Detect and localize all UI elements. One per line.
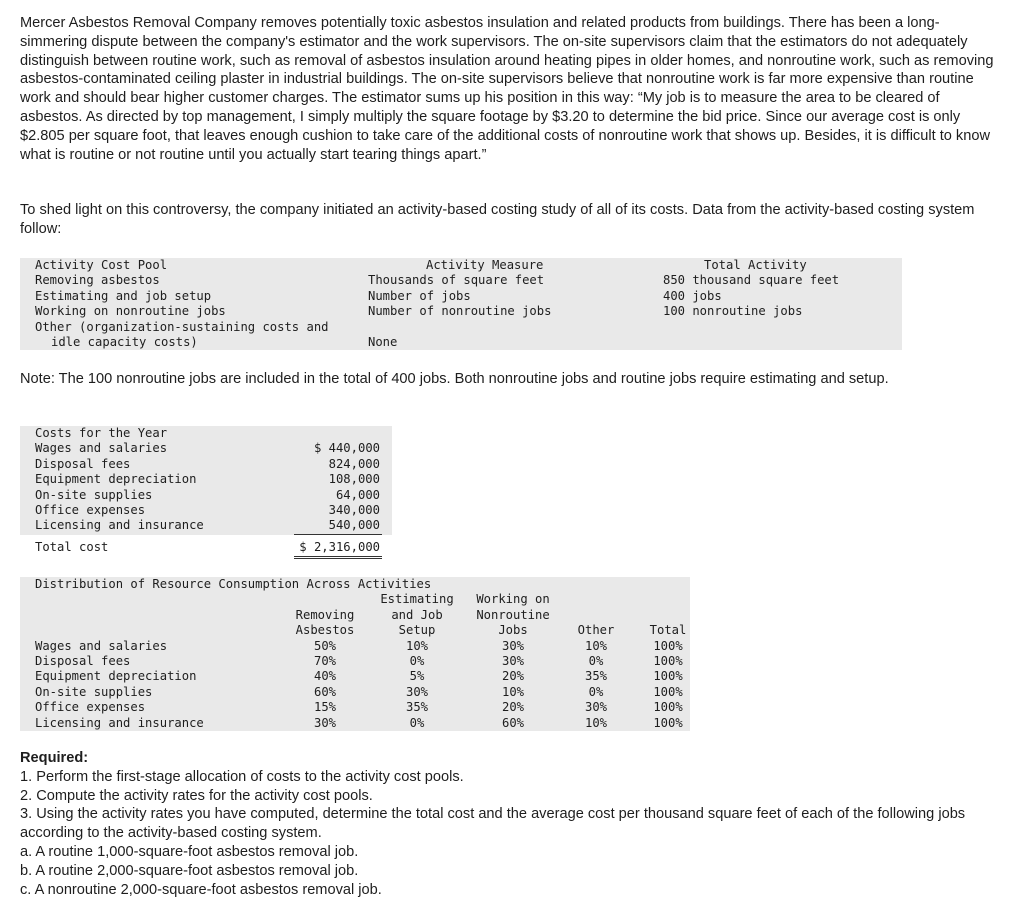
activity-measure-none: None [368,334,398,349]
dist-value: 30% [501,638,524,653]
cost-amount: 108,000 [328,472,380,487]
distribution-row [20,639,690,654]
cost-amount: 824,000 [328,456,380,471]
dist-value: 60% [313,684,336,699]
dist-col-header: Removing [295,607,355,622]
activity-measure: Number of nonroutine jobs [368,304,552,319]
dist-col-header: and Job [391,607,443,622]
dist-col-header: Nonroutine [476,607,550,622]
activity-col-pool: Activity Cost Pool [35,258,168,272]
distribution-title: Distribution of Resource Consumption Across Activities [35,577,432,591]
activity-pool: Working on nonroutine jobs [35,304,226,319]
required-section [20,749,1005,899]
activity-measure: Number of jobs [368,288,471,303]
activity-total: 850 thousand square feet [663,273,840,288]
cost-amount: 64,000 [335,487,380,502]
dist-row-label: On-site supplies [35,684,153,699]
dist-value: 60% [501,715,524,730]
dist-value: 70% [313,653,336,668]
dist-value: 0% [409,653,425,668]
cost-row [20,488,392,503]
note-paragraph [20,370,1005,389]
cost-amount: $ 440,000 [313,441,380,456]
note-text: Note: The 100 nonroutine jobs are included in the total of 400 jobs. Both nonroutine jobs and routine jobs require estimating and setup. [20,371,889,387]
activity-row [20,273,902,288]
dist-value: 100% [653,653,683,668]
distribution-row [20,700,690,715]
distribution-row [20,685,690,700]
dist-value: 0% [588,684,604,699]
costs-table [20,426,392,555]
dist-value: 10% [584,715,607,730]
cost-total-amount: $ 2,316,000 [299,540,380,555]
dist-col-header: Working on [476,592,550,607]
dist-col-header: Asbestos [295,623,355,638]
dist-value: 30% [405,684,428,699]
required-item: c. A nonroutine 2,000-square-foot asbestos removal job. [20,881,382,898]
costs-table-header [20,426,392,441]
cost-row [20,441,392,456]
dist-row-label: Disposal fees [35,653,131,668]
cost-amount: 340,000 [328,502,380,517]
study-text: To shed light on this controversy, the company initiated an activity-based costing study of all of its costs. Data from the activity-based costing system follow: [20,202,975,237]
dist-value: 35% [405,700,428,715]
cost-label: Office expenses [35,502,146,517]
cost-row [20,518,392,535]
dist-value: 10% [501,684,524,699]
activity-table [20,258,902,350]
dist-value: 100% [653,638,683,653]
required-title: Required: [20,750,89,766]
activity-pool-other-line2: idle capacity costs) [51,334,198,349]
distribution-row [20,669,690,684]
dist-value: 40% [313,669,336,684]
cost-total-double-underline [294,558,382,559]
dist-value: 10% [405,638,428,653]
cost-label: Disposal fees [35,456,131,471]
dist-row-label: Equipment depreciation [35,669,197,684]
activity-pool-other-line1: Other (organization-sustaining costs and [35,319,329,334]
dist-value: 10% [584,638,607,653]
activity-col-measure: Activity Measure [426,258,544,272]
dist-value: 30% [584,700,607,715]
dist-value: 0% [409,715,425,730]
cost-label: Equipment depreciation [35,472,197,487]
cost-row [20,503,392,518]
cost-total-row [20,535,392,555]
required-item: b. A routine 2,000-square-foot asbestos removal job. [20,862,359,879]
dist-value: 15% [313,700,336,715]
dist-row-label: Wages and salaries [35,638,168,653]
costs-header: Costs for the Year [35,426,168,440]
distribution-title-row [20,577,690,592]
distribution-header-row-1 [20,592,690,607]
dist-value: 20% [501,669,524,684]
dist-value: 100% [653,715,683,730]
activity-total: 400 jobs [663,288,722,303]
cost-row [20,472,392,487]
activity-row-other [20,320,902,351]
dist-value: 100% [653,669,683,684]
dist-value: 0% [588,653,604,668]
activity-pool: Removing asbestos [35,273,160,288]
activity-row [20,289,902,304]
dist-value: 20% [501,700,524,715]
required-item: 1. Perform the first-stage allocation of costs to the activity cost pools. [20,768,464,785]
required-item: 3. Using the activity rates you have computed, determine the total cost and the average cost per thousand square feet of each of the following jobs according to the activity-based costing system. [20,806,966,842]
dist-value: 50% [313,638,336,653]
dist-value: 100% [653,700,683,715]
intro-paragraph [20,14,1005,164]
required-item: a. A routine 1,000-square-foot asbestos removal job. [20,843,359,860]
cost-label: Wages and salaries [35,441,168,456]
cost-label: On-site supplies [35,487,153,502]
dist-col-header: Estimating [380,592,454,607]
study-paragraph [20,201,1005,239]
activity-row [20,304,902,319]
dist-value: 35% [584,669,607,684]
activity-measure: Thousands of square feet [368,273,545,288]
dist-value: 30% [313,715,336,730]
cost-label: Licensing and insurance [35,518,204,533]
dist-row-label: Office expenses [35,700,146,715]
dist-value: 5% [409,669,425,684]
dist-col-header: Setup [398,623,436,638]
cost-row [20,457,392,472]
distribution-row [20,654,690,669]
dist-col-header: Jobs [498,623,528,638]
activity-table-header [20,258,902,273]
dist-value: 30% [501,653,524,668]
cost-total-label: Total cost [35,540,109,555]
required-item: 2. Compute the activity rates for the activity cost pools. [20,787,373,804]
activity-col-total: Total Activity [704,258,807,272]
distribution-header-row-2 [20,608,690,623]
dist-col-header: Other [577,623,615,638]
intro-text: Mercer Asbestos Removal Company removes potentially toxic asbestos insulation and related products from buildings. There has been a long-simmering dispute between the company's estimator and the work supervisors. The on-site supervisors claim that the estimators do not adequately distinguish between routine work, such as removal of asbestos insulation around heating pipes in older homes, and nonroutine work, such as removing asbestos-contaminated ceiling plaster in industrial buildings. The on-site supervisors believe that nonroutine work is far more expensive than routine work and should bear higher customer charges. The estimator sums up his position in this way: “My job is to measure the area to be cleared of asbestos. As directed by top management, I simply multiply the square footage by $3.20 to determine the bid price. Since our average cost is only $2.805 per square foot, that leaves enough cushion to take care of the additional costs of nonroutine work that shows up. Besides, it is difficult to know what is routine or not routine until you actually start tearing things apart.” [20,15,994,163]
activity-pool: Estimating and job setup [35,288,212,303]
cost-amount: 540,000 [328,518,380,533]
distribution-header-row-3 [20,623,690,638]
dist-col-header: Total [649,623,687,638]
cost-total-underline [294,556,382,557]
activity-total: 100 nonroutine jobs [663,304,803,319]
dist-value: 100% [653,684,683,699]
dist-row-label: Licensing and insurance [35,715,204,730]
distribution-table [20,577,690,731]
distribution-row [20,716,690,731]
